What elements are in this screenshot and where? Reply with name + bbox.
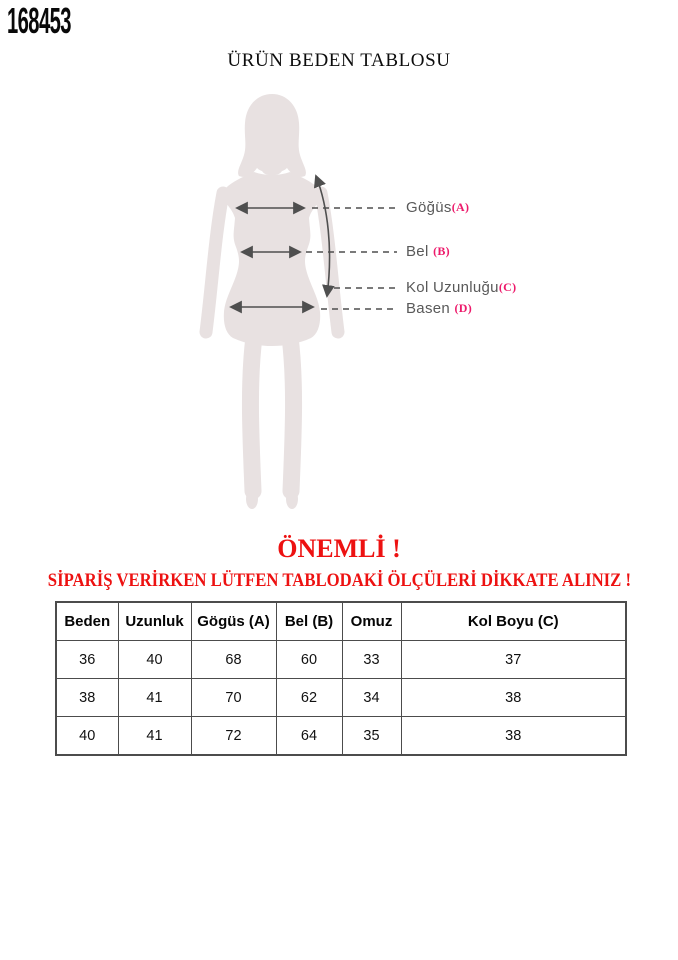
measure-code-a: (A) [451, 200, 470, 214]
table-cell: 34 [342, 679, 401, 717]
table-cell: 70 [191, 679, 276, 717]
table-header-row [56, 602, 626, 641]
table-cell: 60 [276, 641, 342, 679]
table-row [56, 679, 626, 717]
table-header-cell: Uzunluk [118, 602, 191, 641]
warning-note [0, 570, 678, 592]
measure-label-gogus [406, 200, 469, 216]
table-row [56, 641, 626, 679]
measure-code-d: (D) [454, 301, 473, 315]
measure-label-kol [406, 280, 516, 296]
measure-label-text: Basen [406, 300, 455, 317]
table-cell: 68 [191, 641, 276, 679]
table-cell: 38 [401, 717, 626, 756]
page-title: ÜRÜN BEDEN TABLOSU [227, 50, 451, 71]
table-cell: 38 [56, 679, 118, 717]
warning-note-text: SİPARİŞ VERİRKEN LÜTFEN TABLODAKİ ÖLÇÜLERİ DİKKATE ALINIZ ! [47, 570, 631, 591]
measure-label-bel [406, 244, 450, 260]
table-cell: 36 [56, 641, 118, 679]
table-cell: 41 [118, 717, 191, 756]
table-cell: 33 [342, 641, 401, 679]
table-header-cell: Kol Boyu (C) [401, 602, 626, 641]
table-cell: 64 [276, 717, 342, 756]
table-cell: 37 [401, 641, 626, 679]
body-measurement-diagram [140, 85, 420, 515]
table-header-cell: Bel (B) [276, 602, 342, 641]
table-header-cell: Omuz [342, 602, 401, 641]
table-cell: 40 [118, 641, 191, 679]
table-header-cell: Beden [56, 602, 118, 641]
table-cell: 72 [191, 717, 276, 756]
measure-label-text: Kol Uzunluğu [406, 279, 499, 296]
table-cell: 35 [342, 717, 401, 756]
table-body [56, 641, 626, 756]
table-cell: 38 [401, 679, 626, 717]
table-header-cell: Gögüs (A) [191, 602, 276, 641]
measure-label-basen [406, 301, 472, 317]
table-cell: 41 [118, 679, 191, 717]
product-code: 168453 [7, 0, 71, 41]
body-silhouette [206, 94, 338, 509]
measure-code-c: (C) [498, 280, 517, 294]
table-row [56, 717, 626, 756]
measure-code-b: (B) [433, 244, 450, 258]
table-cell: 62 [276, 679, 342, 717]
table-cell: 40 [56, 717, 118, 756]
warning-title: ÖNEMLİ ! [277, 534, 401, 563]
measure-label-text: Göğüs [406, 199, 452, 216]
size-table [55, 601, 627, 756]
measure-label-text: Bel [406, 243, 434, 260]
